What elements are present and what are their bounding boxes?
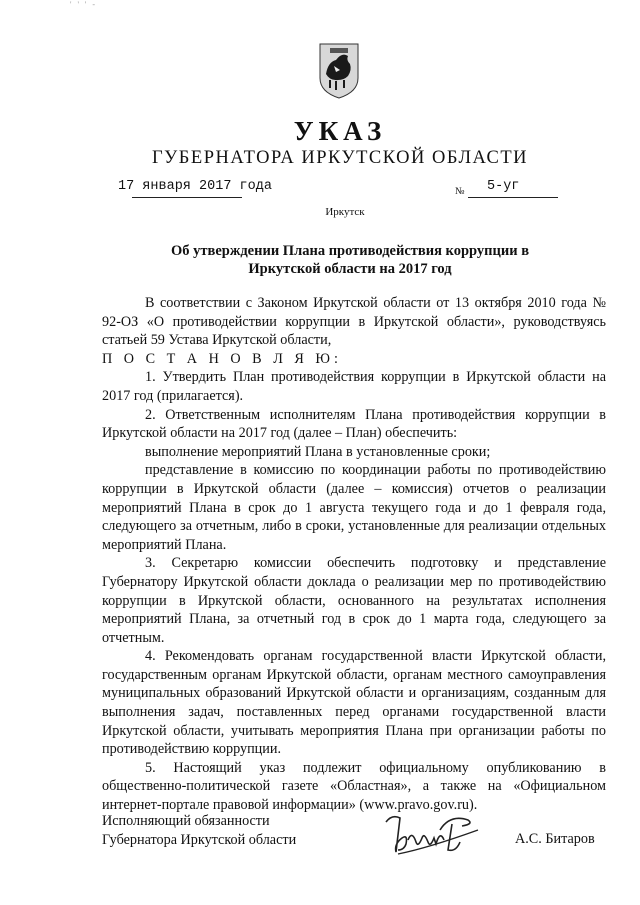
document-subtitle: ГУБЕРНАТОРА ИРКУТСКОЙ ОБЛАСТИ <box>151 148 528 168</box>
paragraph-decree: П О С Т А Н О В Л Я Ю: <box>102 350 342 367</box>
document-date: 17 января 2017 года <box>118 179 272 194</box>
signature-title <box>102 812 296 850</box>
heading-line-2: Иркутской области на 2017 год <box>248 261 452 277</box>
document-number: 5-уг <box>487 179 520 194</box>
date-underline <box>132 197 242 198</box>
heading-line-1: Об утверждении Плана противодействия коррупции в <box>170 243 530 259</box>
document-body <box>102 294 606 815</box>
paragraph-item-3: 3. Секретарю комиссии обеспечить подготовку и представление Губернатору Иркутской области доклада о реализации мер по противодействию коррупции в Иркутской области, основанного на результатах исполнения мероприятий Плана, за отчетный год в срок до 1 марта года, следующего за отчетным. <box>102 555 606 646</box>
paragraph-item-2b: представление в комиссию по координации работы по противодействию коррупции в Иркутской области (далее – комиссия) отчетов о реализации мероприятий Плана в срок до 1 августа текущего года и до 1 февраля года, следующего за отчетным, либо в сроки, установленные для реализации отдельных мероприятий Плана. <box>102 462 606 553</box>
document-heading <box>120 242 580 278</box>
signature-title-line-2: Губернатора Иркутской области <box>102 832 297 848</box>
paragraph-preamble: В соответствии с Законом Иркутской области от 13 октября 2010 года № 92-ОЗ «О противодействии коррупции в Иркутской области», руководствуясь статьей 59 Устава Иркутской области, <box>102 295 606 349</box>
coat-of-arms-emblem <box>316 40 362 100</box>
signer-name: А.С. Битаров <box>515 831 595 847</box>
paragraph-item-2: 2. Ответственным исполнителям Плана противодействия коррупции в Иркутской области на 2017 год (далее – План) обеспечить: <box>102 406 606 442</box>
number-underline <box>468 197 558 198</box>
document-title: УКАЗ <box>293 116 387 146</box>
handwritten-signature <box>378 800 488 860</box>
paragraph-item-2a: выполнение мероприятий Плана в установленные сроки; <box>145 443 491 460</box>
paragraph-item-1: 1. Утвердить План противодействия коррупции в Иркутской области на 2017 год (прилагается). <box>102 369 606 404</box>
scan-mark: ' ' ' - <box>70 0 97 9</box>
document-city: Иркутск <box>325 206 365 218</box>
paragraph-item-4: 4. Рекомендовать органам государственной власти Иркутской области, государственным органам Иркутской области, органам местного самоуправления муниципальных образований Иркутской области и организациям, созданным для выполнения задач, поставленных перед органами государственной власти Иркутской области, учитывать мероприятия Плана при организации работы по противодействию коррупции. <box>102 648 606 758</box>
number-sign: № <box>455 186 465 197</box>
signature-title-line-1: Исполняющий обязанности <box>102 813 270 829</box>
paragraph-item-5: 5. Настоящий указ подлежит официальному опубликованию в общественно-политической газете «Областная», а также на «Официальном интернет-портале правовой информации» (www.pravo.gov.ru). <box>102 759 606 814</box>
